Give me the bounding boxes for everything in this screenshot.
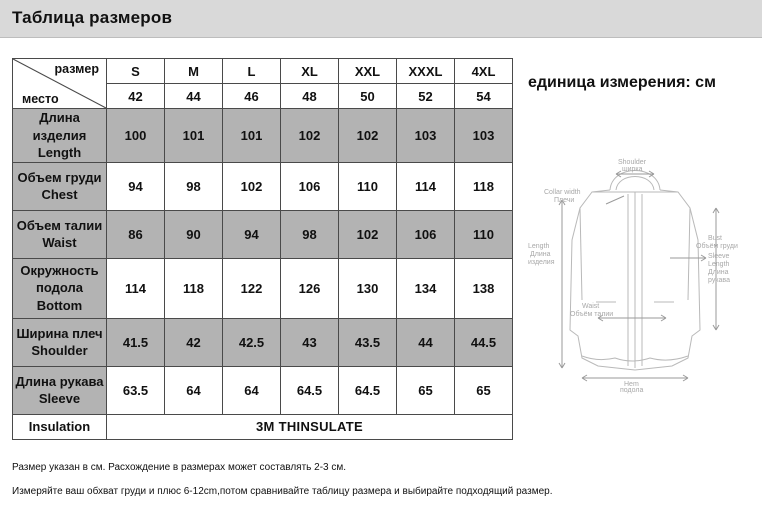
corner-label-place: место	[22, 92, 59, 106]
size-number-cell: 54	[455, 84, 513, 109]
diagram-label-hem: Hem	[624, 381, 639, 388]
value-cell: 102	[281, 109, 339, 163]
value-cell: 126	[281, 258, 339, 318]
size-number-cell: 50	[339, 84, 397, 109]
size-number-cell: 44	[165, 84, 223, 109]
diagram-label-sleeve-ru2: рукава	[708, 277, 730, 284]
diagram-label-shoulder-ru: ширка	[622, 166, 643, 173]
row-label-ru2: подола	[36, 280, 83, 296]
value-cell: 43	[281, 318, 339, 366]
header-banner	[0, 0, 762, 38]
value-cell: 64	[165, 366, 223, 414]
size-letter-cell: M	[165, 59, 223, 84]
row-label-en: Length	[37, 145, 82, 161]
size-number-cell: 46	[223, 84, 281, 109]
note-line: Размер указан в см. Расхождение в размерах может составлять 2-3 см.	[12, 462, 347, 473]
value-cell: 63.5	[107, 366, 165, 414]
size-letter-cell: XXL	[339, 59, 397, 84]
size-number-cell: 52	[397, 84, 455, 109]
diagram-label-length-ru2: изделия	[528, 259, 555, 266]
insulation-value: 3M THINSULATE	[107, 414, 513, 439]
diagram-label-length-ru: Длина	[530, 251, 551, 258]
size-table	[12, 58, 513, 440]
value-cell: 64.5	[339, 366, 397, 414]
value-cell: 101	[223, 109, 281, 163]
row-label-en: Waist	[42, 235, 77, 251]
table-row-size-letters	[13, 59, 513, 84]
row-label-en: Chest	[41, 187, 78, 203]
value-cell: 100	[107, 109, 165, 163]
value-cell: 102	[339, 109, 397, 163]
size-table-container	[12, 58, 512, 440]
coat-diagram-icon	[520, 130, 750, 394]
diagram-label-bust: Bust	[708, 235, 723, 242]
row-label-ru: Длина рукава	[15, 373, 104, 389]
row-label-bottom	[13, 258, 107, 318]
value-cell: 110	[455, 210, 513, 258]
value-cell: 65	[455, 366, 513, 414]
table-row	[13, 318, 513, 366]
size-letter-cell: L	[223, 59, 281, 84]
table-row	[13, 109, 513, 163]
value-cell: 130	[339, 258, 397, 318]
row-label-en: Bottom	[36, 297, 83, 313]
size-letter-cell: 4XL	[455, 59, 513, 84]
value-cell: 44.5	[455, 318, 513, 366]
value-cell: 86	[107, 210, 165, 258]
row-label-sleeve	[13, 366, 107, 414]
footer-notes	[12, 462, 742, 510]
diagram-label-waist: Waist	[582, 303, 600, 310]
row-label-ru: Объем груди	[17, 169, 102, 185]
value-cell: 98	[281, 210, 339, 258]
table-row	[13, 258, 513, 318]
diagram-label-waist-ru: Объём талии	[570, 311, 614, 318]
row-label-ru: Ширина плеч	[16, 325, 103, 341]
value-cell: 65	[397, 366, 455, 414]
table-row	[13, 210, 513, 258]
row-label-chest	[13, 162, 107, 210]
row-label-shoulder	[13, 318, 107, 366]
value-cell: 134	[397, 258, 455, 318]
note-line: Измеряйте ваш обхват груди и плюс 6-12cm,потом сравнивайте таблицу размера и выбирайте подходящий размер.	[12, 486, 553, 497]
table-row-insulation	[13, 414, 513, 439]
value-cell: 90	[165, 210, 223, 258]
value-cell: 42	[165, 318, 223, 366]
value-cell: 102	[339, 210, 397, 258]
diagram-label-collar: Collar width	[544, 189, 581, 196]
value-cell: 98	[165, 162, 223, 210]
row-label-en: Sleeve	[38, 391, 81, 407]
value-cell: 138	[455, 258, 513, 318]
value-cell: 41.5	[107, 318, 165, 366]
value-cell: 102	[223, 162, 281, 210]
corner-diagonal-cell	[13, 59, 107, 109]
value-cell: 103	[455, 109, 513, 163]
value-cell: 122	[223, 258, 281, 318]
row-label-en: Shoulder	[31, 343, 88, 359]
size-number-cell: 42	[107, 84, 165, 109]
value-cell: 64	[223, 366, 281, 414]
value-cell: 118	[455, 162, 513, 210]
diagram-label-sleeve: Sleeve	[708, 253, 730, 260]
size-number-cell: 48	[281, 84, 339, 109]
table-row	[13, 366, 513, 414]
value-cell: 94	[223, 210, 281, 258]
row-label-waist	[13, 210, 107, 258]
value-cell: 103	[397, 109, 455, 163]
value-cell: 114	[107, 258, 165, 318]
measurement-diagram	[520, 130, 750, 394]
table-row	[13, 162, 513, 210]
value-cell: 106	[397, 210, 455, 258]
row-label-ru: Окружность	[20, 262, 99, 278]
row-label-length	[13, 109, 107, 163]
value-cell: 64.5	[281, 366, 339, 414]
value-cell: 118	[165, 258, 223, 318]
diagram-label-sleeve-ru: Длина	[708, 269, 729, 276]
value-cell: 44	[397, 318, 455, 366]
corner-label-size: размер	[54, 62, 99, 76]
size-letter-cell: XXXL	[397, 59, 455, 84]
diagram-label-bust-ru: Объём груди	[696, 243, 738, 250]
diagram-label-collar-ru: Плечи	[554, 197, 575, 204]
row-label-insulation: Insulation	[13, 414, 107, 439]
row-label-ru: Длина изделия	[32, 110, 87, 143]
row-label-ru: Объем талии	[16, 217, 103, 233]
diagram-label-sleeve2: Length	[708, 261, 730, 268]
value-cell: 114	[397, 162, 455, 210]
value-cell: 106	[281, 162, 339, 210]
size-letter-cell: S	[107, 59, 165, 84]
value-cell: 43.5	[339, 318, 397, 366]
diagram-label-length: Length	[528, 243, 550, 250]
diagram-label-hem-ru: подола	[620, 387, 644, 394]
value-cell: 94	[107, 162, 165, 210]
value-cell: 42.5	[223, 318, 281, 366]
page-title: Таблица размеров	[12, 8, 173, 27]
size-letter-cell: XL	[281, 59, 339, 84]
value-cell: 101	[165, 109, 223, 163]
unit-of-measure-note: единица измерения: см	[528, 74, 716, 91]
diagram-label-shoulder: Shoulder	[618, 159, 647, 166]
value-cell: 110	[339, 162, 397, 210]
